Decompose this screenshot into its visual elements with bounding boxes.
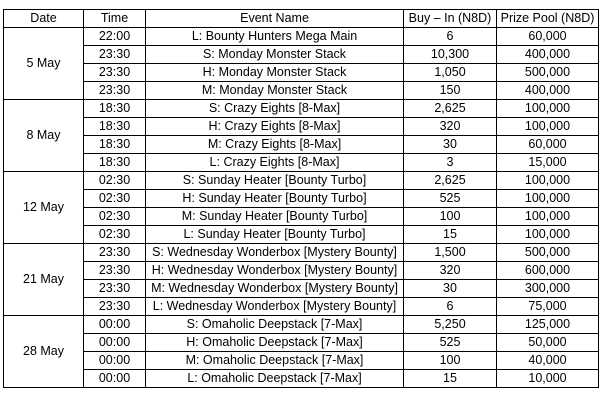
event-name-cell: L: Wednesday Wonderbox [Mystery Bounty]	[146, 298, 404, 316]
prize-pool-cell: 300,000	[497, 280, 599, 298]
time-cell: 18:30	[84, 136, 146, 154]
table-row	[4, 244, 599, 262]
buy-in-cell: 320	[404, 262, 497, 280]
event-name-cell: H: Omaholic Deepstack [7-Max]	[146, 334, 404, 352]
prize-pool-cell: 500,000	[497, 64, 599, 82]
buy-in-cell: 2,625	[404, 172, 497, 190]
prize-pool-cell: 100,000	[497, 208, 599, 226]
time-cell: 00:00	[84, 316, 146, 334]
date-cell: 8 May	[4, 100, 84, 172]
prize-pool-cell: 600,000	[497, 262, 599, 280]
buy-in-cell: 6	[404, 298, 497, 316]
time-cell: 18:30	[84, 154, 146, 172]
date-cell: 21 May	[4, 244, 84, 316]
event-name-cell: H: Crazy Eights [8-Max]	[146, 118, 404, 136]
event-name-cell: H: Sunday Heater [Bounty Turbo]	[146, 190, 404, 208]
header-event-name: Event Name	[146, 10, 404, 28]
event-name-cell: M: Monday Monster Stack	[146, 82, 404, 100]
buy-in-cell: 15	[404, 370, 497, 388]
table-row	[4, 262, 599, 280]
prize-pool-cell: 60,000	[497, 136, 599, 154]
table-row	[4, 352, 599, 370]
table-row	[4, 136, 599, 154]
header-buy-in: Buy – In (N8D)	[404, 10, 497, 28]
event-name-cell: S: Sunday Heater [Bounty Turbo]	[146, 172, 404, 190]
table-row	[4, 334, 599, 352]
event-name-cell: M: Omaholic Deepstack [7-Max]	[146, 352, 404, 370]
schedule-body	[4, 28, 599, 388]
buy-in-cell: 1,050	[404, 64, 497, 82]
time-cell: 02:30	[84, 208, 146, 226]
buy-in-cell: 5,250	[404, 316, 497, 334]
buy-in-cell: 3	[404, 154, 497, 172]
event-name-cell: S: Wednesday Wonderbox [Mystery Bounty]	[146, 244, 404, 262]
event-name-cell: S: Omaholic Deepstack [7-Max]	[146, 316, 404, 334]
time-cell: 23:30	[84, 280, 146, 298]
buy-in-cell: 525	[404, 334, 497, 352]
time-cell: 22:00	[84, 28, 146, 46]
buy-in-cell: 100	[404, 352, 497, 370]
table-row	[4, 190, 599, 208]
prize-pool-cell: 100,000	[497, 118, 599, 136]
time-cell: 18:30	[84, 100, 146, 118]
time-cell: 23:30	[84, 46, 146, 64]
event-name-cell: H: Wednesday Wonderbox [Mystery Bounty]	[146, 262, 404, 280]
event-name-cell: L: Crazy Eights [8-Max]	[146, 154, 404, 172]
header-prize-pool: Prize Pool (N8D)	[497, 10, 599, 28]
prize-pool-cell: 75,000	[497, 298, 599, 316]
event-name-cell: S: Crazy Eights [8-Max]	[146, 100, 404, 118]
time-cell: 02:30	[84, 172, 146, 190]
prize-pool-cell: 100,000	[497, 100, 599, 118]
table-row	[4, 370, 599, 388]
table-row	[4, 100, 599, 118]
prize-pool-cell: 500,000	[497, 244, 599, 262]
header-row	[4, 10, 599, 28]
prize-pool-cell: 60,000	[497, 28, 599, 46]
time-cell: 23:30	[84, 298, 146, 316]
prize-pool-cell: 10,000	[497, 370, 599, 388]
event-name-cell: H: Monday Monster Stack	[146, 64, 404, 82]
prize-pool-cell: 40,000	[497, 352, 599, 370]
event-name-cell: L: Sunday Heater [Bounty Turbo]	[146, 226, 404, 244]
buy-in-cell: 100	[404, 208, 497, 226]
event-name-cell: L: Omaholic Deepstack [7-Max]	[146, 370, 404, 388]
prize-pool-cell: 400,000	[497, 46, 599, 64]
time-cell: 18:30	[84, 118, 146, 136]
table-row	[4, 154, 599, 172]
time-cell: 00:00	[84, 352, 146, 370]
time-cell: 00:00	[84, 370, 146, 388]
table-row	[4, 46, 599, 64]
table-row	[4, 298, 599, 316]
time-cell: 23:30	[84, 82, 146, 100]
prize-pool-cell: 100,000	[497, 172, 599, 190]
date-cell: 5 May	[4, 28, 84, 100]
table-row	[4, 226, 599, 244]
time-cell: 23:30	[84, 64, 146, 82]
table-row	[4, 118, 599, 136]
date-cell: 28 May	[4, 316, 84, 388]
event-name-cell: L: Bounty Hunters Mega Main	[146, 28, 404, 46]
time-cell: 23:30	[84, 244, 146, 262]
event-name-cell: M: Wednesday Wonderbox [Mystery Bounty]	[146, 280, 404, 298]
tournament-schedule-table	[3, 9, 599, 388]
buy-in-cell: 2,625	[404, 100, 497, 118]
time-cell: 23:30	[84, 262, 146, 280]
buy-in-cell: 30	[404, 280, 497, 298]
table-row	[4, 316, 599, 334]
time-cell: 02:30	[84, 190, 146, 208]
event-name-cell: M: Crazy Eights [8-Max]	[146, 136, 404, 154]
date-cell: 12 May	[4, 172, 84, 244]
prize-pool-cell: 100,000	[497, 226, 599, 244]
prize-pool-cell: 400,000	[497, 82, 599, 100]
buy-in-cell: 150	[404, 82, 497, 100]
table-row	[4, 280, 599, 298]
table-row	[4, 82, 599, 100]
prize-pool-cell: 15,000	[497, 154, 599, 172]
time-cell: 02:30	[84, 226, 146, 244]
buy-in-cell: 320	[404, 118, 497, 136]
event-name-cell: M: Sunday Heater [Bounty Turbo]	[146, 208, 404, 226]
buy-in-cell: 15	[404, 226, 497, 244]
header-time: Time	[84, 10, 146, 28]
header-date: Date	[4, 10, 84, 28]
buy-in-cell: 30	[404, 136, 497, 154]
time-cell: 00:00	[84, 334, 146, 352]
table-row	[4, 28, 599, 46]
prize-pool-cell: 125,000	[497, 316, 599, 334]
event-name-cell: S: Monday Monster Stack	[146, 46, 404, 64]
buy-in-cell: 6	[404, 28, 497, 46]
buy-in-cell: 1,500	[404, 244, 497, 262]
table-row	[4, 64, 599, 82]
prize-pool-cell: 50,000	[497, 334, 599, 352]
prize-pool-cell: 100,000	[497, 190, 599, 208]
buy-in-cell: 10,300	[404, 46, 497, 64]
buy-in-cell: 525	[404, 190, 497, 208]
table-row	[4, 208, 599, 226]
table-row	[4, 172, 599, 190]
